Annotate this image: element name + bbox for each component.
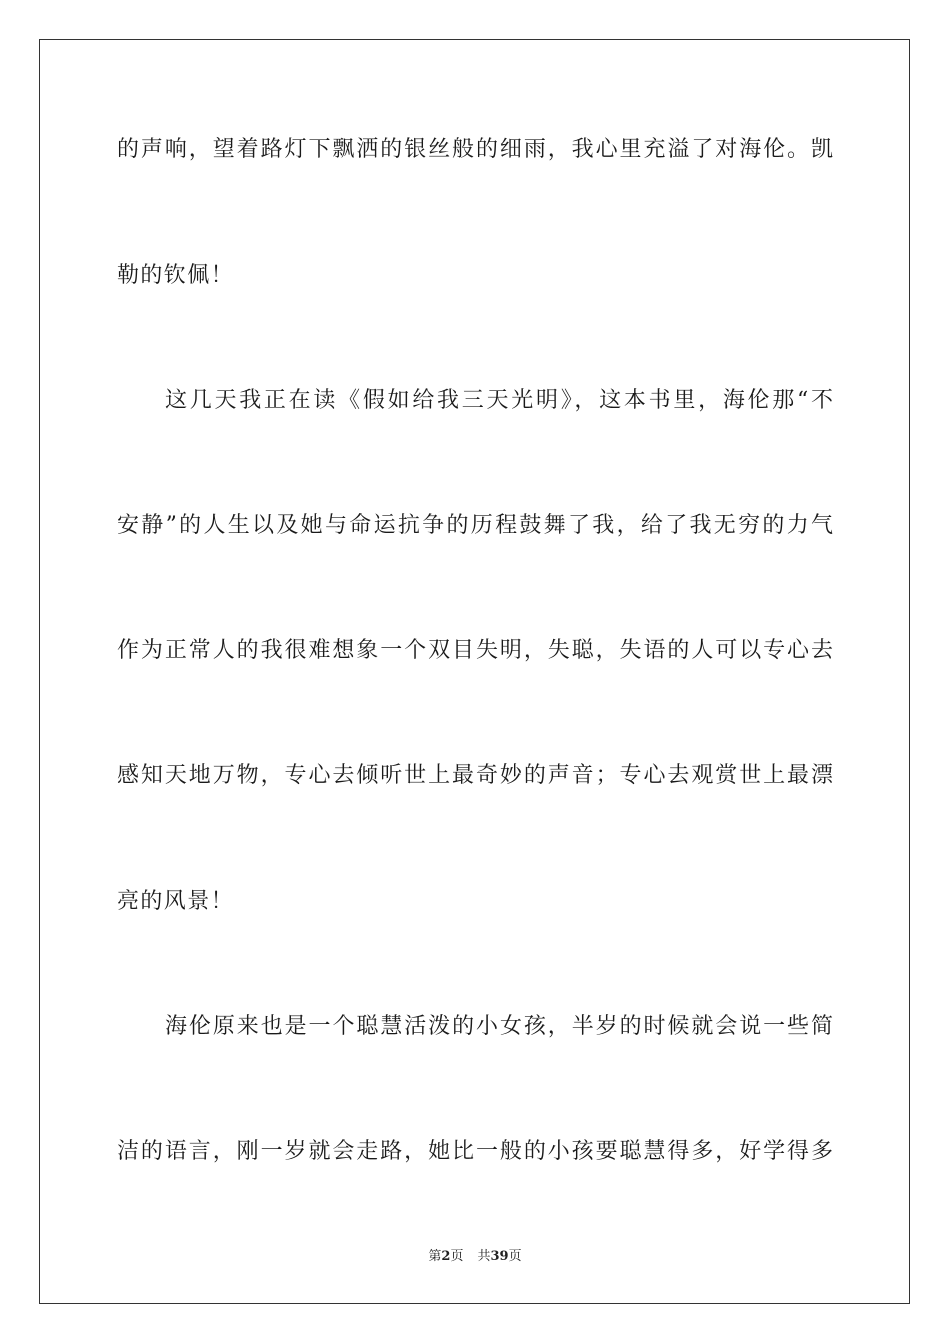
page-border [39,39,910,1304]
text-line: 的声响，望着路灯下飘洒的银丝般的细雨，我心里充溢了对海伦。凯 [117,137,833,162]
total-page-number: 39 [490,1249,509,1264]
text-line: 安静”的人生以及她与命运抗争的历程鼓舞了我，给了我无穷的力气 [117,513,833,538]
page-footer [0,1248,950,1266]
text-line: 勒的钦佩！ [117,263,235,288]
current-page-number: 2 [441,1249,451,1264]
total-prefix: 共 [477,1249,491,1264]
page-prefix: 第 [428,1249,442,1264]
text-line: 感知天地万物，专心去倾听世上最奇妙的声音；专心去观赏世上最漂 [117,763,833,788]
page-unit: 页 [450,1249,464,1264]
text-line: 洁的语言，刚一岁就会走路，她比一般的小孩要聪慧得多，好学得多 [117,1139,833,1164]
total-unit: 页 [508,1249,522,1264]
text-line: 亮的风景！ [117,889,235,914]
text-line: 作为正常人的我很难想象一个双目失明，失聪，失语的人可以专心去 [117,638,833,663]
paragraph-start-line: 这几天我正在读《假如给我三天光明》，这本书里，海伦那“不 [165,388,833,413]
paragraph-start-line: 海伦原来也是一个聪慧活泼的小女孩，半岁的时候就会说一些简 [165,1014,833,1039]
